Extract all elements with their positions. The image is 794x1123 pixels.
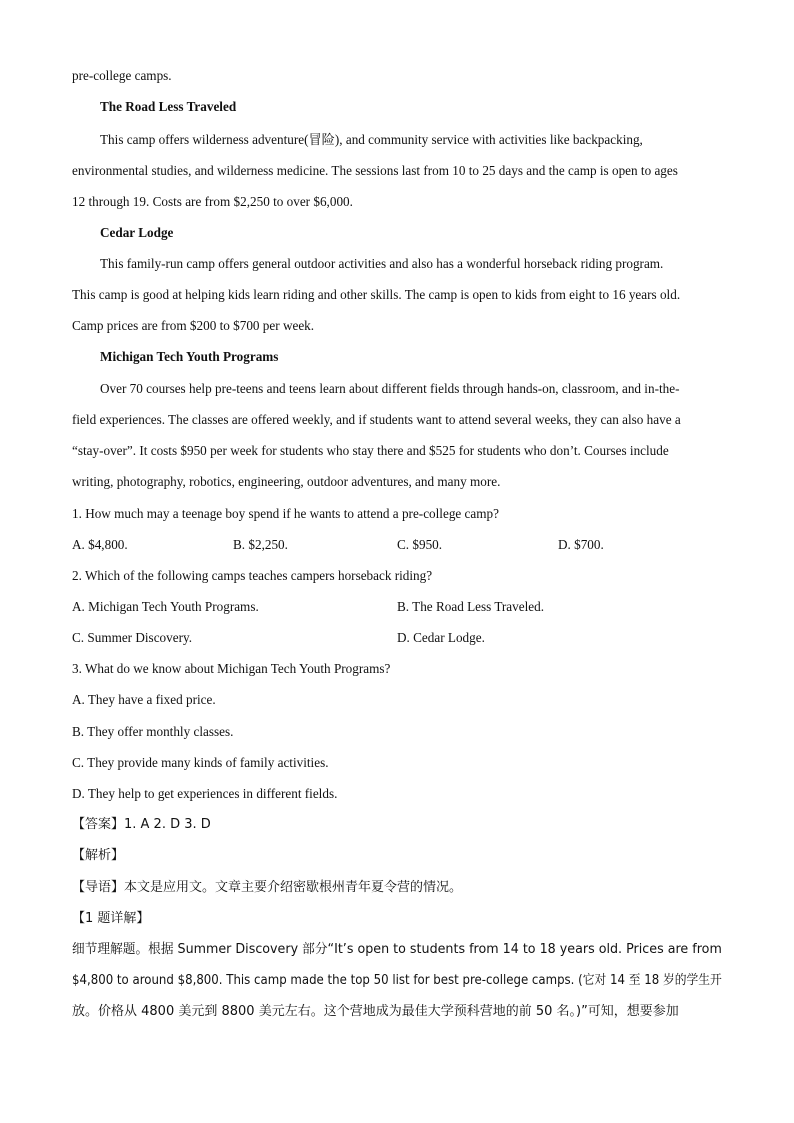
q3-option-a: A. They have a fixed price. (72, 692, 216, 707)
paragraph-line: 12 through 19. Costs are from $2,250 to over $6,000. (72, 194, 353, 209)
q1-option-c: C. $950. (397, 537, 443, 552)
q2-option-c: C. Summer Discovery. (72, 630, 193, 645)
answer-line: 【答案】1. A 2. D 3. D (72, 817, 211, 832)
question-3: 3. What do we know about Michigan Tech Youth Programs? (72, 661, 391, 676)
section-heading: The Road Less Traveled (100, 99, 237, 114)
paragraph-line: “stay-over”. It costs $950 per week for students who stay there and $525 for students who don’t. Courses include (72, 443, 669, 458)
q2-option-a: A. Michigan Tech Youth Programs. (72, 599, 259, 614)
detail-heading: 【1 题详解】 (72, 911, 150, 926)
detail-line: $4,800 to around $8,800. This camp made the top 50 list for best pre-college camps. (它对 14 至 18 岁的学生开 (72, 973, 722, 988)
q1-option-a: A. $4,800. (72, 537, 128, 552)
q3-option-d: D. They help to get experiences in different fields. (72, 786, 338, 801)
paragraph-line: This family-run camp offers general outdoor activities and also has a wonderful horseback riding program. (100, 256, 664, 271)
q3-option-b: B. They offer monthly classes. (72, 724, 234, 739)
q3-option-c: C. They provide many kinds of family activities. (72, 755, 329, 770)
analysis-heading: 【解析】 (72, 848, 125, 863)
guide-line: 【导语】本文是应用文。文章主要介绍密歇根州青年夏令营的情况。 (72, 880, 463, 895)
q2-option-d: D. Cedar Lodge. (397, 630, 485, 645)
paragraph-line: Over 70 courses help pre-teens and teens learn about different fields through hands-on, classroom, and in-the- (100, 381, 680, 396)
paragraph-line: This camp offers wilderness adventure(冒险), and community service with activities like backpacking, (100, 132, 643, 147)
paragraph-line: environmental studies, and wilderness medicine. The sessions last from 10 to 25 days and the camp is open to ages (72, 163, 678, 178)
q1-option-d: D. $700. (558, 537, 604, 552)
question-1: 1. How much may a teenage boy spend if he wants to attend a pre-college camp? (72, 506, 499, 521)
detail-line: 放。价格从 4800 美元到 8800 美元左右。这个营地成为最佳大学预科营地的前 50 名。)”可知，想要参加 (72, 1004, 679, 1019)
q1-option-b: B. $2,250. (233, 537, 288, 552)
paragraph-line: pre-college camps. (72, 68, 172, 83)
section-heading: Michigan Tech Youth Programs (100, 349, 279, 364)
paragraph-line: This camp is good at helping kids learn riding and other skills. The camp is open to kids from eight to 16 years old. (72, 287, 681, 302)
paragraph-line: Camp prices are from $200 to $700 per week. (72, 318, 315, 333)
paragraph-line: writing, photography, robotics, engineering, outdoor adventures, and many more. (72, 474, 501, 489)
detail-line: 细节理解题。根据 Summer Discovery 部分“It’s open to students from 14 to 18 years old. Prices are from (72, 942, 722, 957)
section-heading: Cedar Lodge (100, 225, 174, 240)
q2-option-b: B. The Road Less Traveled. (397, 599, 545, 614)
paragraph-line: field experiences. The classes are offered weekly, and if students want to attend several weeks, they can also have a (72, 412, 681, 427)
question-2: 2. Which of the following camps teaches campers horseback riding? (72, 568, 433, 583)
